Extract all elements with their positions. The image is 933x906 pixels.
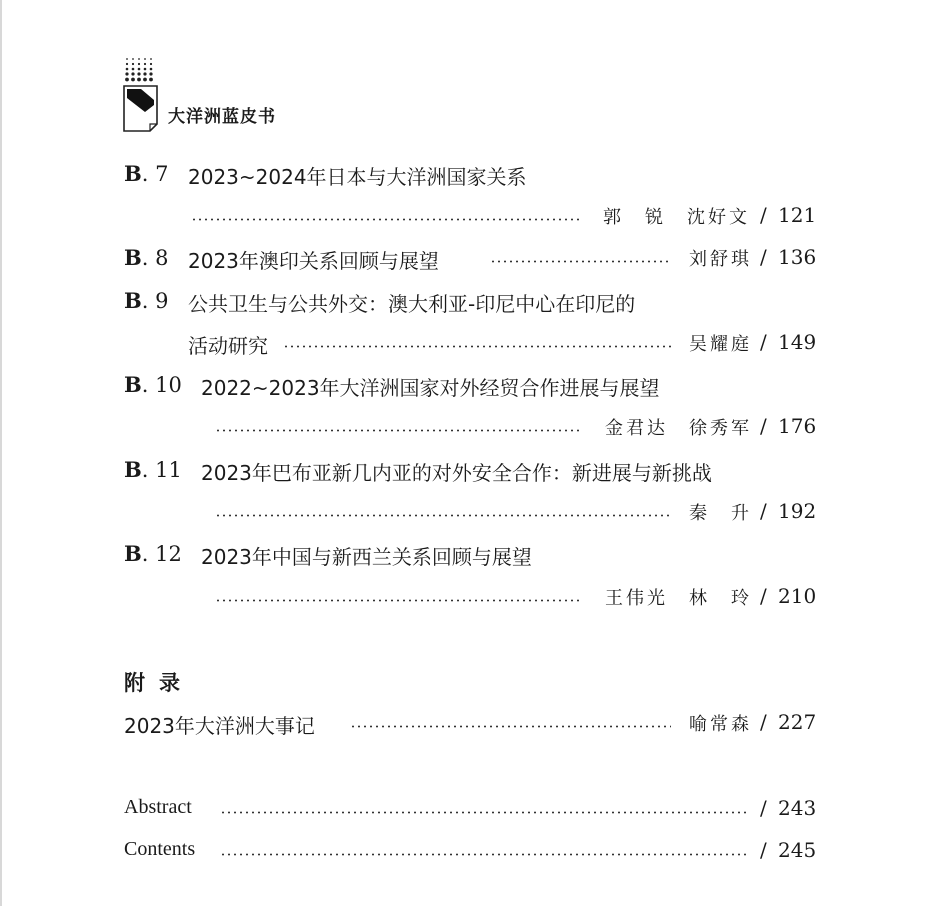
entry-title: 2023年澳印关系回顾与展望 [188, 249, 439, 273]
contents-entry[interactable] [0, 838, 933, 868]
entry-page: 136 [778, 245, 817, 269]
slash: / [760, 245, 767, 269]
slash: / [760, 499, 767, 523]
entry-id: B. 11 [124, 457, 182, 482]
slash: / [760, 330, 767, 354]
entry-page: 149 [778, 330, 817, 354]
entry-title: 2023年巴布亚新几内亚的对外安全合作：新进展与新挑战 [201, 461, 712, 485]
dot-leader [215, 514, 671, 517]
page-edge [0, 0, 2, 906]
entry-title: 公共卫生与公共外交：澳大利亚-印尼中心在印尼的 [188, 292, 636, 316]
entry-page: 121 [778, 203, 817, 227]
entry-author: 金君达 徐秀军 [605, 418, 752, 439]
dot-leader [215, 599, 581, 602]
series-title: 大洋洲蓝皮书 [168, 107, 276, 127]
entry-title-cont: 活动研究 [188, 334, 268, 358]
dot-leader [283, 345, 671, 348]
entry-title: Abstract [124, 796, 192, 818]
entry-page: 243 [778, 796, 817, 820]
slash: / [760, 584, 767, 608]
entry-id: B. 9 [124, 288, 169, 313]
toc-entry-b11-line2 [0, 499, 933, 529]
toc-entry-b8[interactable] [0, 245, 933, 275]
dot-leader [350, 725, 671, 728]
book-series-logo-icon [123, 56, 163, 134]
abstract-entry[interactable] [0, 796, 933, 826]
toc-entry-b7-line2 [0, 203, 933, 233]
toc-entry-b9-line2 [0, 330, 933, 360]
slash: / [760, 414, 767, 438]
slash: / [760, 838, 767, 862]
entry-title: 2022~2023年大洋洲国家对外经贸合作进展与展望 [201, 376, 660, 400]
dot-leader [220, 811, 748, 814]
entry-id: B. 10 [124, 372, 182, 397]
entry-id: B. 8 [124, 245, 169, 270]
toc-entry-b9[interactable] [0, 288, 933, 318]
toc-entry-b10[interactable] [0, 372, 933, 402]
slash: / [760, 796, 767, 820]
entry-author: 郭 锐 沈好文 [603, 207, 750, 228]
entry-id: B. 12 [124, 541, 182, 566]
entry-title: Contents [124, 838, 196, 860]
dot-leader [490, 260, 670, 263]
entry-page: 245 [778, 838, 817, 862]
entry-page: 192 [778, 499, 817, 523]
entry-page: 210 [778, 584, 817, 608]
toc-entry-b12-line2 [0, 584, 933, 614]
entry-title: 2023年大洋洲大事记 [124, 714, 315, 738]
entry-author: 王伟光 林 玲 [605, 588, 752, 609]
slash: / [760, 710, 767, 734]
toc-entry-b7[interactable] [0, 161, 933, 191]
entry-author: 喻常森 [689, 714, 752, 735]
entry-page: 227 [778, 710, 817, 734]
appendix-heading: 附录 [124, 670, 194, 695]
entry-title: 2023~2024年日本与大洋洲国家关系 [188, 165, 527, 189]
toc-entry-b10-line2 [0, 414, 933, 444]
entry-author: 秦 升 [689, 503, 752, 524]
entry-author: 刘舒琪 [689, 249, 752, 270]
dot-leader [215, 429, 581, 432]
dot-leader [191, 218, 581, 221]
entry-author: 吴耀庭 [689, 334, 752, 355]
entry-page: 176 [778, 414, 817, 438]
toc-entry-b11[interactable] [0, 457, 933, 487]
dot-leader [220, 853, 748, 856]
entry-title: 2023年中国与新西兰关系回顾与展望 [201, 545, 532, 569]
toc-entry-b12[interactable] [0, 541, 933, 571]
entry-id: B. 7 [124, 161, 169, 186]
slash: / [760, 203, 767, 227]
appendix-entry[interactable] [0, 710, 933, 740]
